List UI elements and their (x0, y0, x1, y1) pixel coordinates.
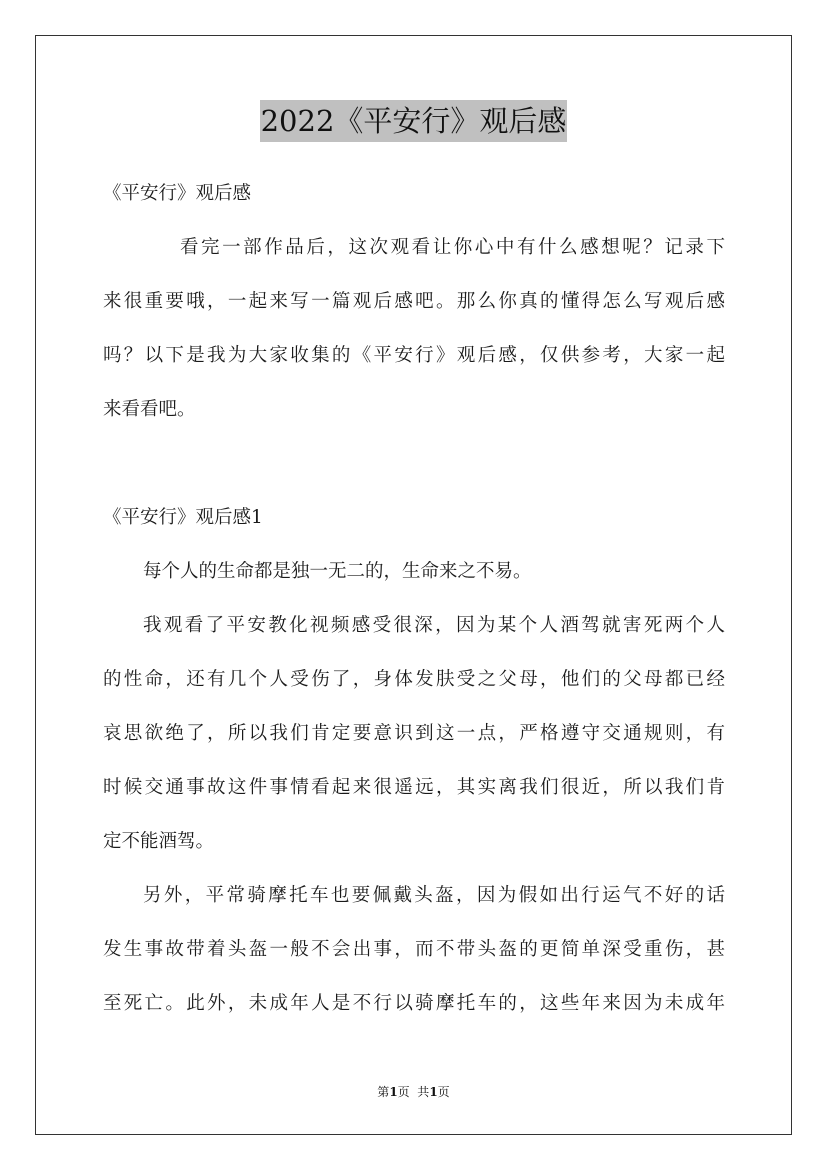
page-footer (0, 1083, 827, 1101)
document-title-text: 2022《平安行》观后感 (260, 100, 568, 142)
section1-line-8: 发生事故带着头盔一般不会出事，而不带头盔的更简单深受重伤，甚 (103, 939, 725, 960)
footer-page-prefix: 第 (377, 1085, 390, 1099)
section1-line-3: 的性命，还有几个人受伤了，身体发肤受之父母，他们的父母都已经 (103, 669, 725, 690)
section1-line-6: 定不能酒驾。 (103, 831, 215, 852)
section1-line-7: 另外，平常骑摩托车也要佩戴头盔，因为假如出行运气不好的话 (143, 885, 725, 906)
intro-line-3: 吗？以下是我为大家收集的《平安行》观后感，仅供参考，大家一起 (103, 345, 725, 366)
intro-heading: 《平安行》观后感 (103, 183, 252, 204)
footer-page-total: 1 (429, 1085, 438, 1099)
intro-line-4: 来看看吧。 (103, 399, 196, 420)
intro-line-2: 来很重要哦，一起来写一篇观后感吧。那么你真的懂得怎么写观后感 (103, 291, 725, 312)
document-title (0, 100, 827, 142)
intro-line-1: 看完一部作品后，这次观看让你心中有什么感想呢？记录下 (180, 237, 725, 258)
section1-line-4: 哀思欲绝了，所以我们肯定要意识到这一点，严格遵守交通规则，有 (103, 723, 725, 744)
section1-line-1: 每个人的生命都是独一无二的，生命来之不易。 (143, 561, 532, 582)
footer-page-suffix: 页 (437, 1085, 450, 1099)
footer-page-current: 1 (389, 1085, 398, 1099)
footer-page-mid: 页 共 (397, 1085, 430, 1099)
section1-heading: 《平安行》观后感1 (103, 507, 263, 528)
section1-line-5: 时候交通事故这件事情看起来很遥远，其实离我们很近，所以我们肯 (103, 777, 725, 798)
section1-line-9: 至死亡。此外，未成年人是不行以骑摩托车的，这些年来因为未成年 (103, 993, 725, 1014)
section1-line-2: 我观看了平安教化视频感受很深，因为某个人酒驾就害死两个人 (143, 615, 725, 636)
